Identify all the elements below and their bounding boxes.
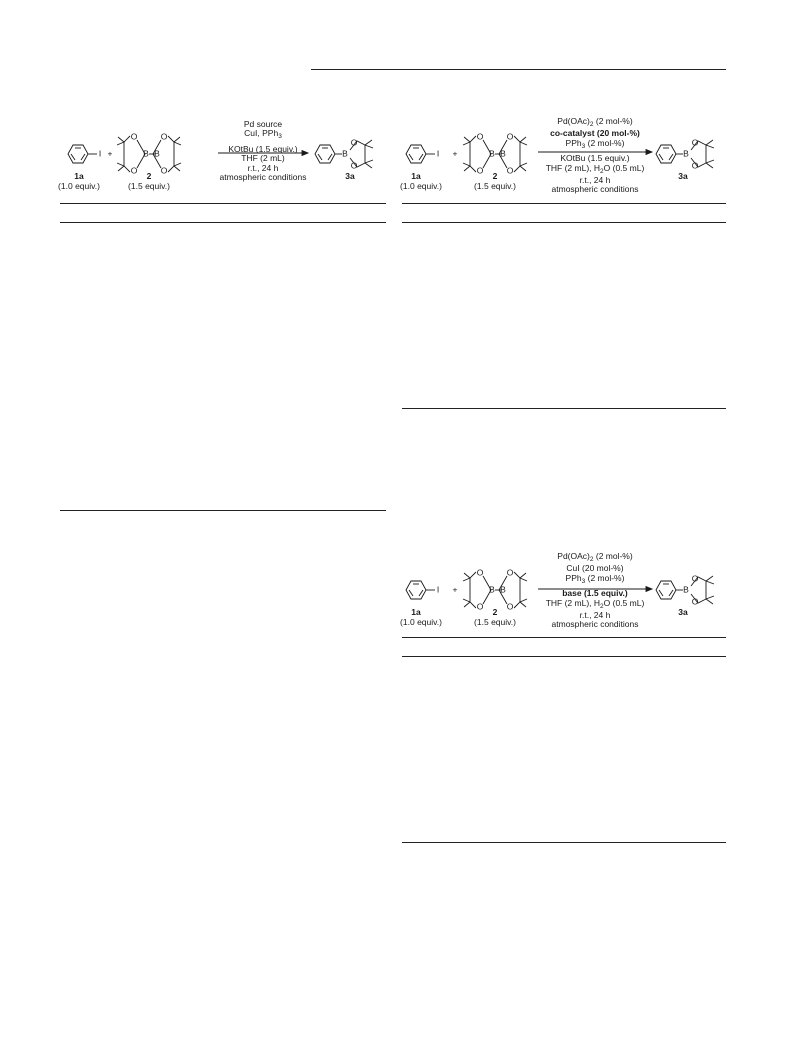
compound-amount-2: (1.5 equiv.): [128, 181, 170, 191]
oxygen-label: O: [350, 160, 358, 171]
boron-label: B: [489, 148, 495, 159]
oxygen-label: O: [691, 596, 699, 607]
compound-id-2: 2: [492, 607, 498, 617]
compound-amount-1a: (1.0 equiv.): [58, 181, 100, 191]
iodine-label: I: [98, 148, 102, 159]
scheme-2: [402, 117, 726, 201]
header-rule: [311, 69, 726, 70]
boron-label: B: [489, 584, 495, 595]
table-rule-top: [402, 203, 726, 204]
boron-label: B: [500, 148, 506, 159]
plus-sign: +: [452, 148, 458, 159]
compound-id-2: 2: [492, 171, 498, 181]
compound-amount-1a: (1.0 equiv.): [400, 181, 442, 191]
reaction-conditions: $Pd(OAc)_2$ (2 mol-%) CuI (20 mol-%) PPh$_3$ (2 mol-%) base (1.5 equiv.) THF (2 mL), $H_2O$ (0.5 mL) r.t., 24 h atmospheric conditions: [545, 551, 645, 630]
oxygen-label: O: [476, 567, 484, 578]
boron-label: B: [683, 148, 689, 159]
scheme-1: [60, 120, 386, 192]
compound-amount-2: (1.5 equiv.): [474, 617, 516, 627]
oxygen-label: O: [130, 131, 138, 142]
oxygen-label: O: [350, 137, 358, 148]
compound-amount-1a: (1.0 equiv.): [400, 617, 442, 627]
oxygen-label: O: [506, 601, 514, 612]
table-rule-header: [60, 222, 386, 223]
oxygen-label: O: [691, 573, 699, 584]
table-rule-bottom: [60, 510, 386, 511]
oxygen-label: O: [476, 165, 484, 176]
oxygen-label: O: [691, 160, 699, 171]
plus-sign: +: [107, 148, 113, 159]
oxygen-label: O: [476, 601, 484, 612]
boron-label: B: [342, 148, 348, 159]
oxygen-label: O: [476, 131, 484, 142]
iodine-label: I: [436, 584, 440, 595]
iodine-label: I: [436, 148, 440, 159]
reaction-conditions: Pd source CuI, PPh$_3$ KOtBu (1.5 equiv.) THF (2 mL) r.t., 24 h atmospheric conditions: [219, 119, 307, 183]
oxygen-label: O: [506, 567, 514, 578]
table-rule-header: [402, 656, 726, 657]
oxygen-label: O: [506, 131, 514, 142]
oxygen-label: O: [160, 131, 168, 142]
plus-sign: +: [452, 584, 458, 595]
oxygen-label: O: [130, 165, 138, 176]
compound-id-1a: 1a: [411, 607, 421, 617]
compound-id-1a: 1a: [411, 171, 421, 181]
boron-label: B: [683, 584, 689, 595]
table-rule-header: [402, 222, 726, 223]
table-rule-bottom: [402, 842, 726, 843]
compound-id-3a: 3a: [678, 171, 688, 181]
oxygen-label: O: [160, 165, 168, 176]
boron-label: B: [143, 148, 149, 159]
boron-label: B: [154, 148, 160, 159]
scheme-3: [402, 552, 726, 636]
compound-id-3a: 3a: [678, 607, 688, 617]
compound-id-2: 2: [146, 171, 152, 181]
table-rule-bottom: [402, 408, 726, 409]
compound-id-3a: 3a: [345, 171, 355, 181]
boron-label: B: [500, 584, 506, 595]
oxygen-label: O: [506, 165, 514, 176]
reaction-conditions: $Pd(OAc)_2$ (2 mol-%) co-catalyst (20 mol-%) PPh$_3$ (2 mol-%) KOtBu (1.5 equiv.) THF (2 mL), $H_2O$ (0.5 mL) r.t., 24 h atmospheric conditions: [545, 116, 645, 195]
compound-id-1a: 1a: [74, 171, 84, 181]
table-rule-top: [402, 637, 726, 638]
compound-amount-2: (1.5 equiv.): [474, 181, 516, 191]
table-rule-top: [60, 203, 386, 204]
oxygen-label: O: [691, 137, 699, 148]
